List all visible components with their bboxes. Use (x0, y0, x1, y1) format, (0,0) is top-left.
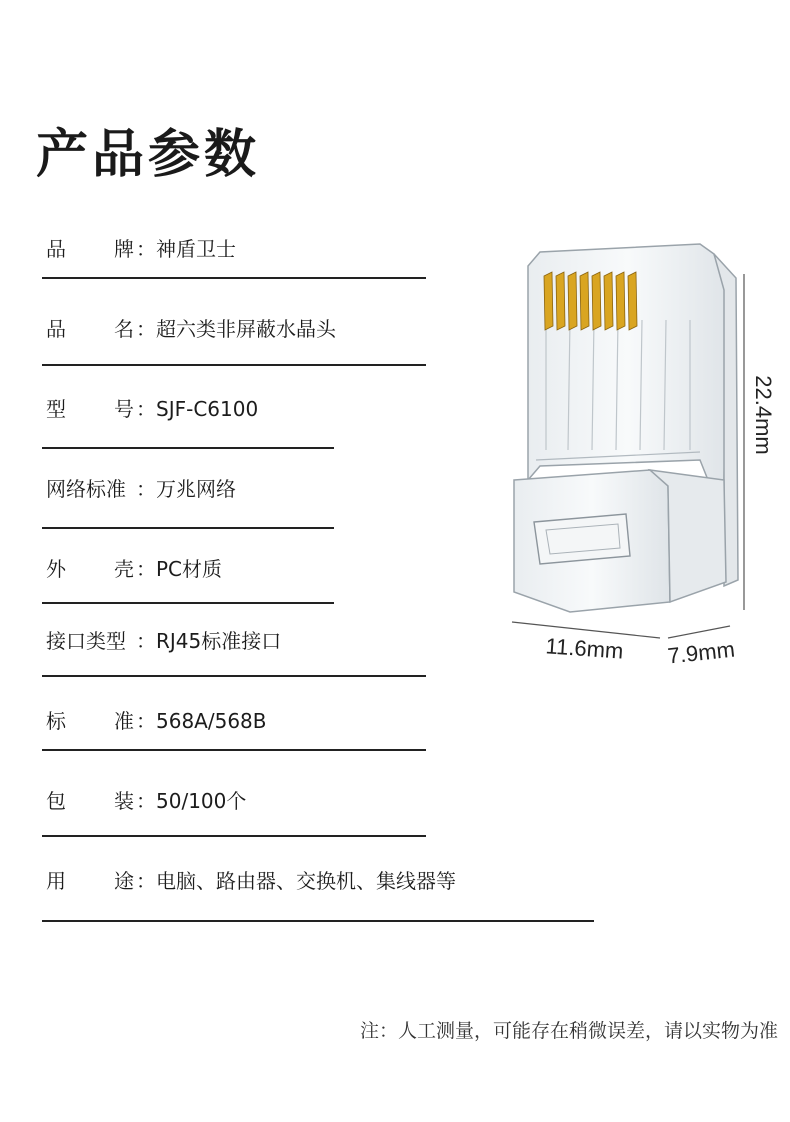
spec-divider (42, 675, 426, 677)
spec-separator: ： (136, 557, 156, 581)
spec-divider (42, 602, 334, 604)
spec-value: 电脑、路由器、交换机、集线器等 (156, 869, 456, 893)
spec-label: 型 号 (46, 397, 134, 421)
spec-separator: ： (136, 237, 156, 261)
spec-label: 品 名 (46, 317, 134, 341)
spec-divider (42, 835, 426, 837)
rj45-connector-image (500, 230, 790, 680)
spec-label: 网络标准 (46, 477, 126, 501)
spec-value: RJ45标准接口 (156, 629, 282, 653)
spec-label: 用 途 (46, 869, 134, 893)
page-title: 产品参数 (36, 125, 261, 185)
spec-separator: ： (136, 709, 156, 733)
spec-value: 568A/568B (156, 709, 267, 733)
spec-divider (42, 364, 426, 366)
measurement-note: 注：人工测量，可能存在稍微误差，请以实物为准 (359, 1020, 778, 1042)
spec-divider (42, 527, 334, 529)
spec-label: 外 壳 (46, 557, 134, 581)
spec-divider (42, 749, 426, 751)
spec-separator: ： (136, 317, 156, 341)
spec-value: 神盾卫士 (156, 237, 236, 261)
spec-divider (42, 277, 426, 279)
spec-separator: ： (136, 789, 156, 813)
spec-separator: ： (136, 477, 156, 501)
spec-label: 包 装 (46, 789, 134, 813)
spec-value: PC材质 (156, 557, 223, 581)
spec-label: 接口类型 (46, 629, 126, 653)
spec-separator: ： (136, 397, 156, 421)
contact-pin (568, 272, 577, 330)
contact-pin (592, 272, 601, 330)
spec-value: SJF-C6100 (156, 397, 259, 421)
spec-divider (42, 447, 334, 449)
spec-value: 超六类非屏蔽水晶头 (156, 317, 336, 341)
spec-value: 万兆网络 (156, 477, 236, 501)
spec-divider (42, 920, 594, 922)
spec-label: 标 准 (46, 709, 134, 733)
contact-pin (604, 272, 613, 330)
contact-pin (544, 272, 553, 330)
spec-value: 50/100个 (156, 789, 247, 813)
spec-separator: ： (136, 869, 156, 893)
width-dimension-label: 11.6mm (544, 633, 625, 664)
spec-label: 品 牌 (46, 237, 134, 261)
contact-pin (616, 272, 625, 330)
depth-dimension-label: 7.9mm (666, 636, 736, 669)
contact-pin (628, 272, 637, 330)
height-dimension-label: 22.4mm (751, 375, 776, 455)
spec-separator: ： (136, 629, 156, 653)
contact-pin (556, 272, 565, 330)
contact-pin (580, 272, 589, 330)
